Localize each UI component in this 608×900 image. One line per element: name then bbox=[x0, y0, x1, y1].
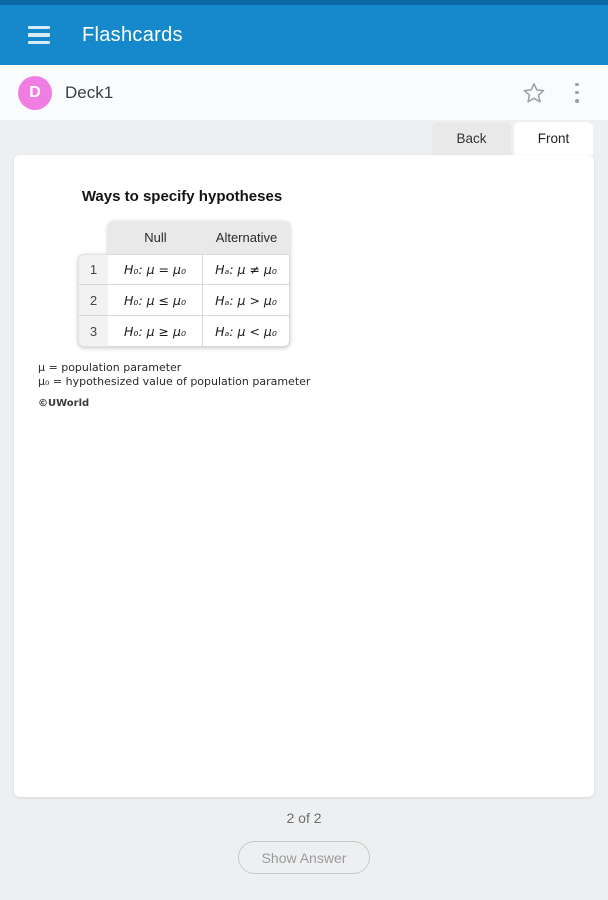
formula: H₀: μ ≤ μ₀ bbox=[124, 292, 186, 308]
more-dot bbox=[575, 99, 579, 103]
more-dot bbox=[575, 91, 579, 95]
star-icon[interactable] bbox=[522, 81, 546, 105]
show-answer-button[interactable]: Show Answer bbox=[238, 841, 370, 874]
app-title: Flashcards bbox=[82, 23, 183, 46]
menu-icon-bar bbox=[28, 33, 50, 36]
footnote-line: μ₀ = hypothesized value of population parameter bbox=[38, 375, 311, 388]
null-hypothesis-cell bbox=[108, 254, 203, 285]
tab-front[interactable]: Front bbox=[514, 122, 593, 155]
more-vertical-icon[interactable] bbox=[570, 82, 584, 104]
table-header-row bbox=[108, 221, 290, 254]
figure-title: Ways to specify hypotheses bbox=[81, 188, 283, 205]
row-number: 2 bbox=[78, 285, 108, 316]
formula: Hₐ: μ < μ₀ bbox=[215, 323, 277, 339]
deck-avatar: D bbox=[18, 76, 52, 110]
null-hypothesis-cell bbox=[108, 285, 203, 316]
formula: Hₐ: μ > μ₀ bbox=[215, 292, 277, 308]
deck-header bbox=[0, 65, 608, 120]
menu-icon-bar bbox=[28, 41, 50, 44]
column-header-null: Null bbox=[144, 230, 167, 245]
alt-hypothesis-cell bbox=[203, 316, 290, 347]
row-number: 3 bbox=[78, 316, 108, 347]
formula: Hₐ: μ ≠ μ₀ bbox=[215, 262, 277, 277]
alt-hypothesis-cell bbox=[203, 254, 290, 285]
app-bar bbox=[0, 5, 608, 65]
flashcard-front[interactable] bbox=[14, 155, 594, 797]
card-counter: 2 of 2 bbox=[286, 810, 322, 826]
formula: H₀: μ ≥ μ₀ bbox=[124, 323, 186, 339]
table-body bbox=[78, 254, 290, 347]
footnote-line: μ = population parameter bbox=[38, 361, 182, 374]
menu-icon[interactable] bbox=[28, 26, 52, 44]
figure-footnotes bbox=[38, 361, 310, 389]
deck-actions bbox=[522, 81, 584, 105]
copyright-text: ©UWorld bbox=[38, 398, 90, 409]
column-header-alternative: Alternative bbox=[215, 230, 278, 245]
alt-hypothesis-cell bbox=[203, 285, 290, 316]
row-number: 1 bbox=[78, 254, 108, 285]
menu-icon-bar bbox=[28, 26, 50, 29]
formula: H₀: μ = μ₀ bbox=[124, 262, 186, 277]
tab-back[interactable]: Back bbox=[432, 122, 511, 155]
null-hypothesis-cell bbox=[108, 316, 203, 347]
hypotheses-table bbox=[78, 221, 290, 347]
more-dot bbox=[575, 83, 579, 87]
deck-name: Deck1 bbox=[65, 82, 114, 102]
